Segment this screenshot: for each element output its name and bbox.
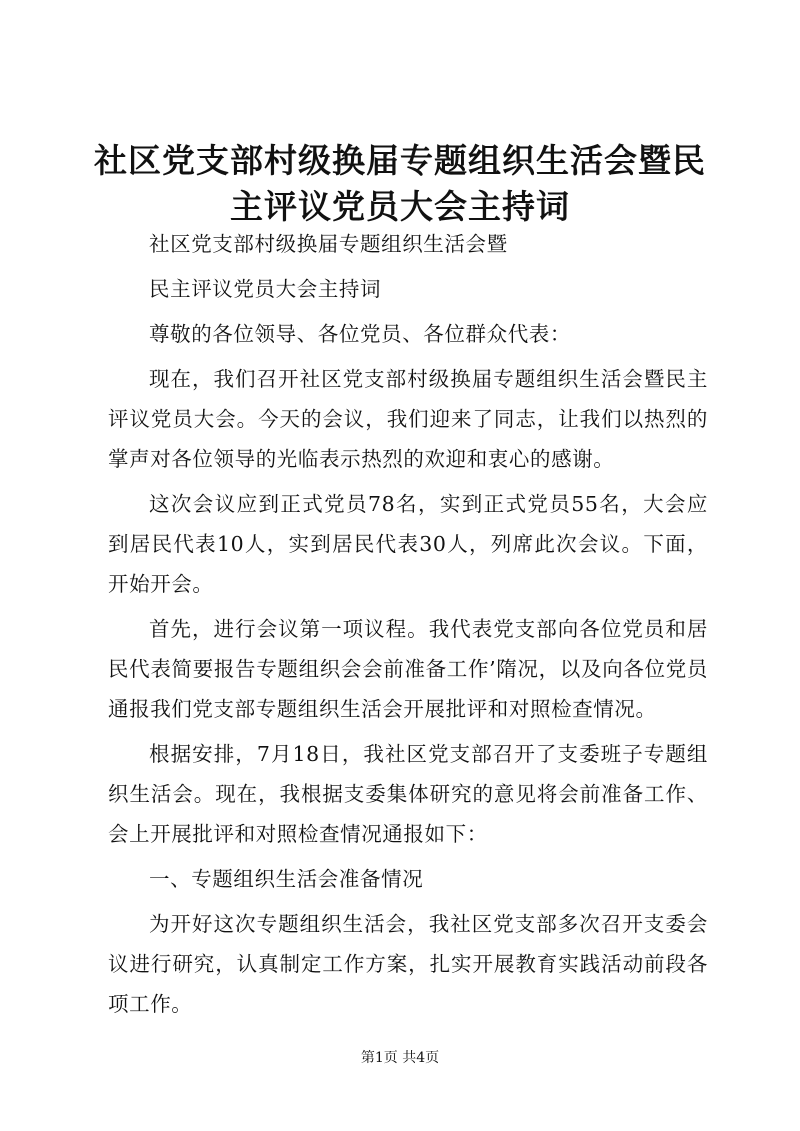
document-body — [108, 224, 708, 1029]
paragraph: 为开好这次专题组织生活会，我社区党支部多次召开支委会议进行研究，认真制定工作方案，扎实开展教育实践活动前段各项工作。 — [108, 912, 708, 1016]
paragraph: 这次会议应到正式党员78名，实到正式党员55名，大会应到居民代表10人，实到居民代表30人，列席此次会议。下面，开始开会。 — [108, 492, 708, 596]
paragraph: 现在，我们召开社区党支部村级换届专题组织生活会暨民主评议党员大会。今天的会议，我们迎来了同志，让我们以热烈的掌声对各位领导的光临表示热烈的欢迎和衷心的感谢。 — [108, 367, 708, 471]
paragraph: 首先，进行会议第一项议程。我代表党支部向各位党员和居民代表简要报告专题组织会会前准备工作’隋况，以及向各位党员通报我们党支部专题组织生活会开展批评和对照检查情况。 — [108, 617, 708, 721]
paragraph: 根据安排，7月18日，我社区党支部召开了支委班子专题组织生活会。现在，我根据支委集体研究的意见将会前准备工作、会上开展批评和对照检查情况通报如下： — [108, 742, 708, 846]
paragraph: 社区党支部村级换届专题组织生活会暨 — [149, 232, 508, 256]
paragraph: 民主评议党员大会主持词 — [149, 277, 382, 301]
section-heading: 一、专题组织生活会准备情况 — [149, 867, 424, 891]
page-number-footer: 第1页 共4页 — [360, 1050, 440, 1066]
document-title: 社区党支部村级换届专题组织生活会暨民主评议党员大会主持词 — [94, 141, 706, 226]
paragraph: 尊敬的各位领导、各位党员、各位群众代表： — [149, 322, 571, 346]
